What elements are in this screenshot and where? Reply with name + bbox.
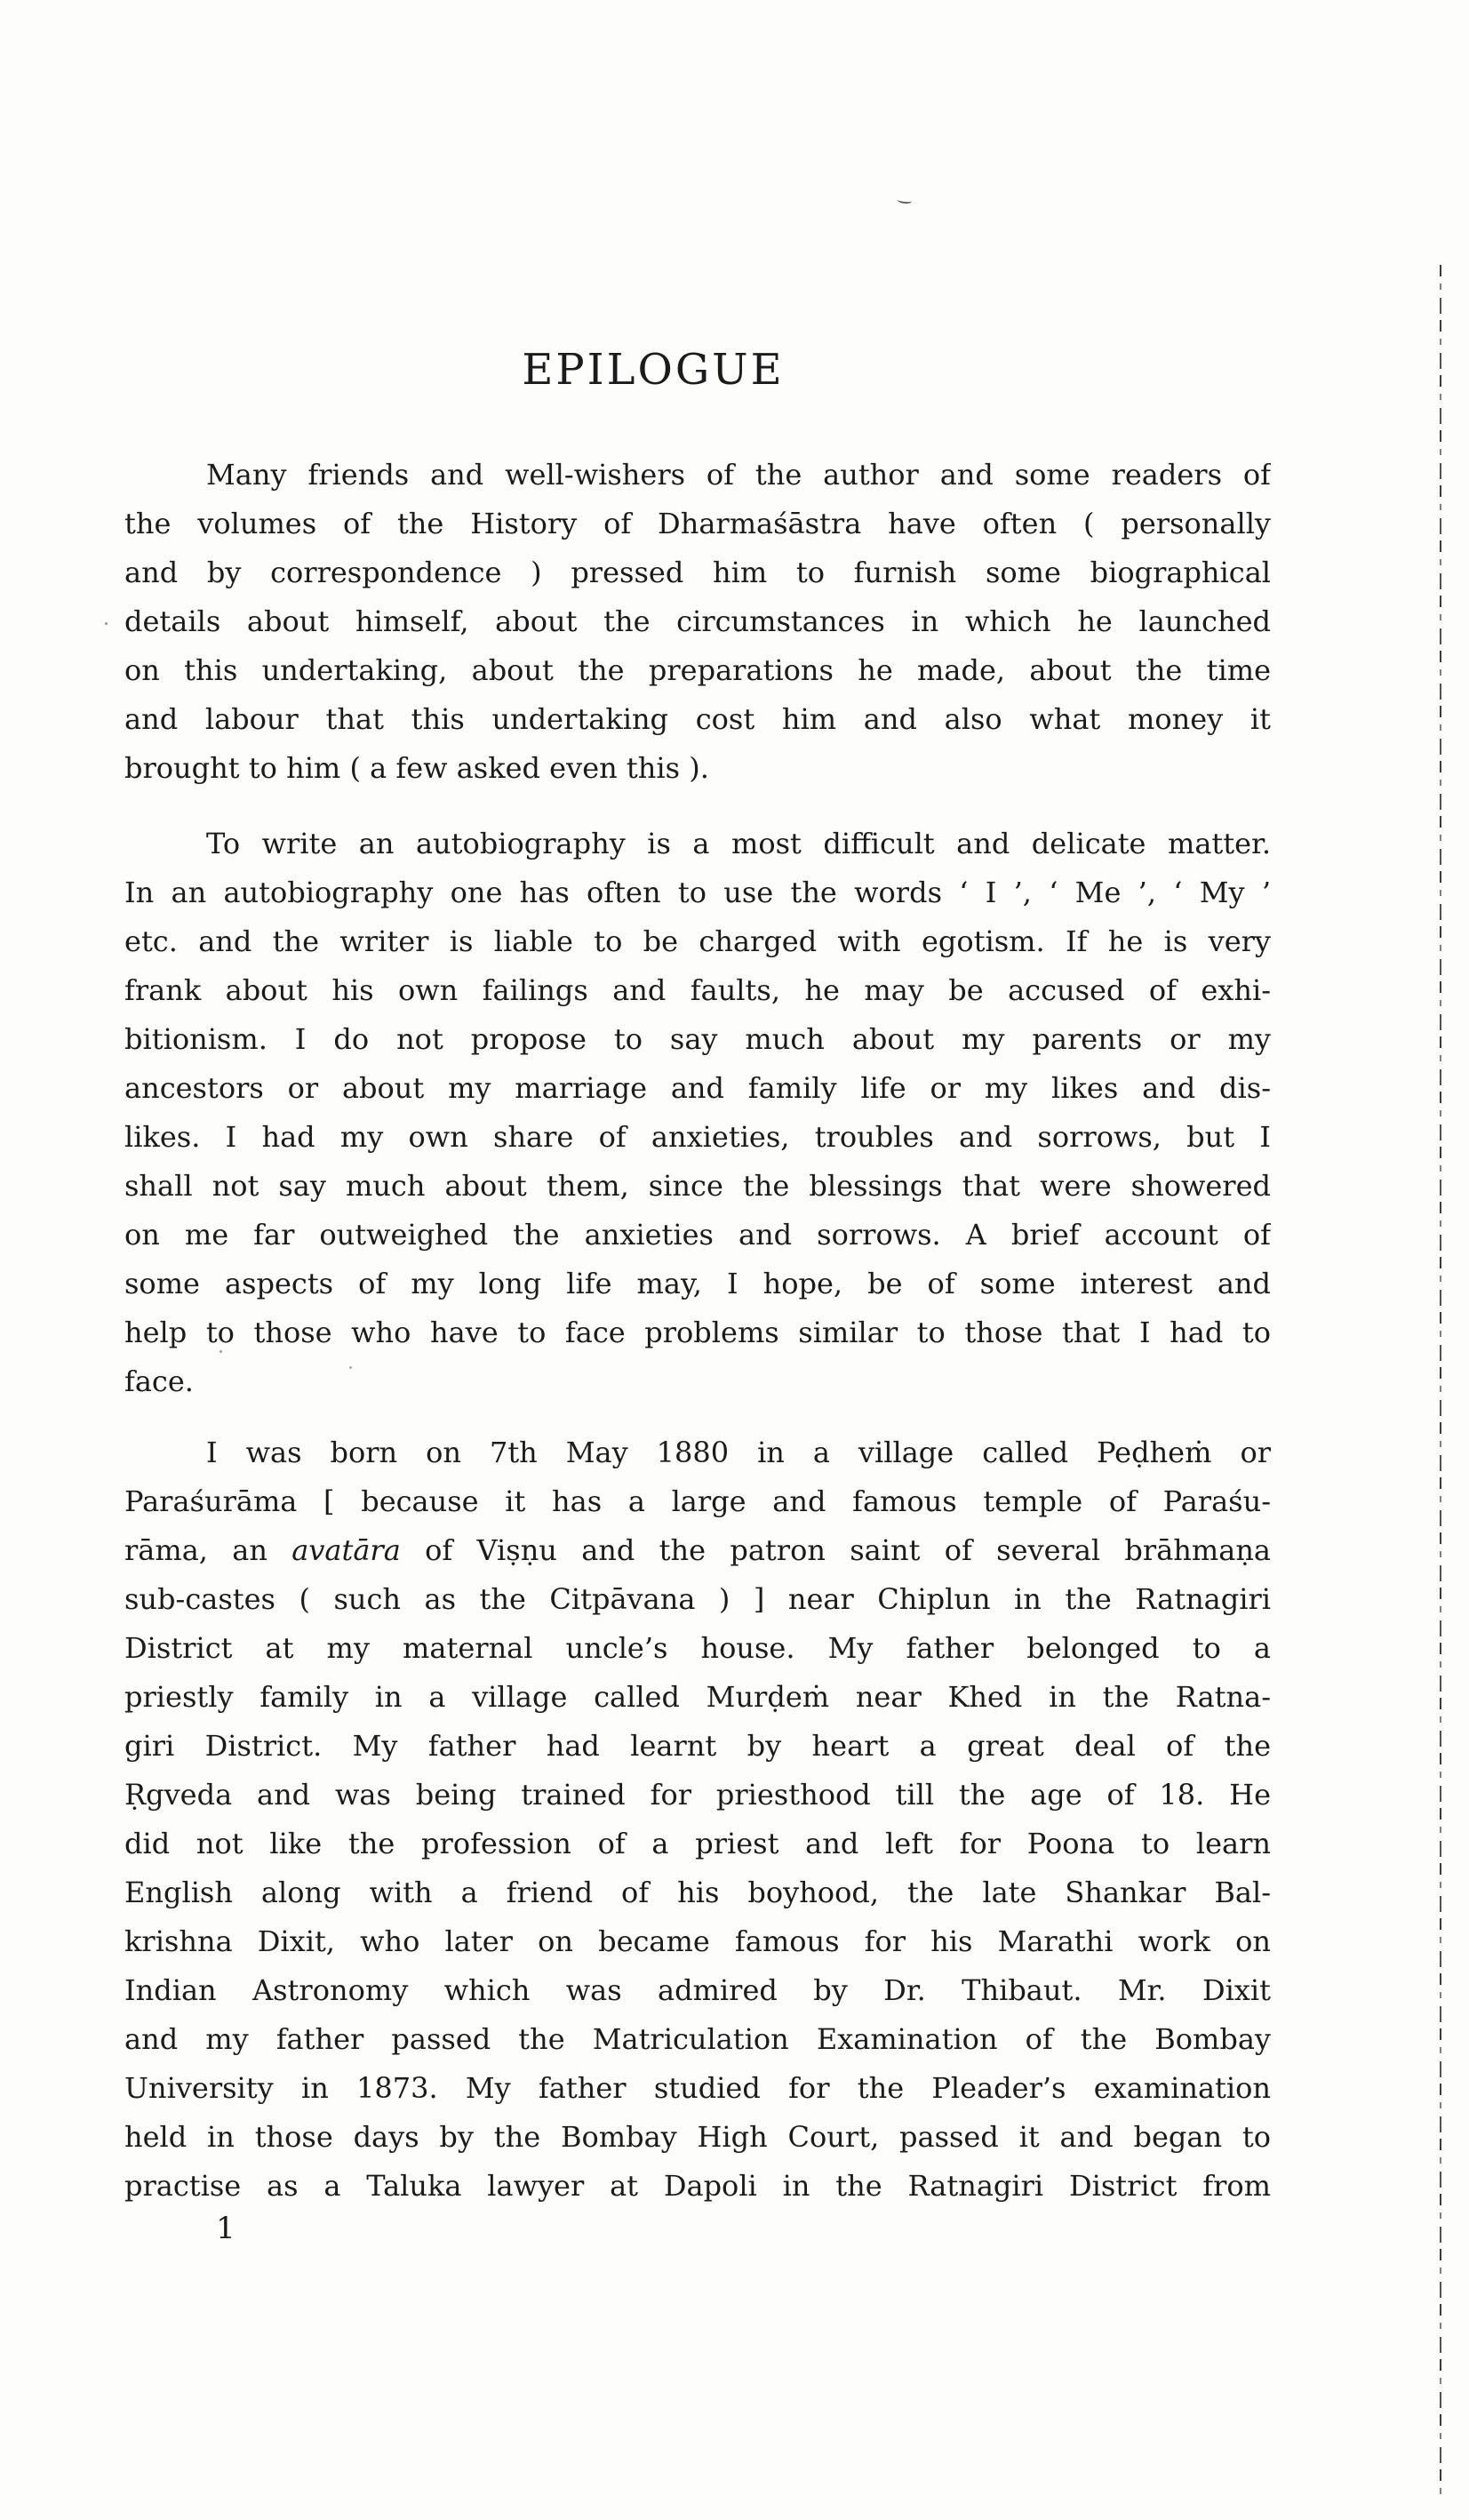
scan-artifact-squiggle xyxy=(898,196,913,204)
text-line: practise as a Taluka lawyer at Dapoli in the Ratnagiri District from xyxy=(124,2169,1271,2203)
text-line: ancestors or about my marriage and family life or my likes and dis- xyxy=(124,1071,1271,1105)
text-line: shall not say much about them, since the blessings that were showered xyxy=(124,1169,1271,1203)
text-line: frank about his own failings and faults, he may be accused of exhi- xyxy=(124,973,1271,1007)
scan-speck xyxy=(105,622,108,625)
text-line: sub-castes ( such as the Citpāvana ) ] near Chiplun in the Ratnagiri xyxy=(124,1582,1271,1616)
text-line: Indian Astronomy which was admired by Dr. Thibaut. Mr. Dixit xyxy=(124,1973,1271,2007)
text-line: likes. I had my own share of anxieties, troubles and sorrows, but I xyxy=(124,1120,1271,1154)
text-line: held in those days by the Bombay High Court, passed it and began to xyxy=(124,2120,1271,2154)
text-line: giri District. My father had learnt by heart a great deal of the xyxy=(124,1729,1271,1763)
text-line: District at my maternal uncle’s house. My father belonged to a xyxy=(124,1631,1271,1665)
text-line: some aspects of my long life may, I hope, be of some interest and xyxy=(124,1267,1271,1300)
text-line xyxy=(124,1526,1271,1575)
scan-speck xyxy=(349,1366,352,1369)
paragraph-3 xyxy=(124,1428,1271,2211)
scan-speck xyxy=(642,1284,644,1286)
scan-speck xyxy=(220,1350,222,1353)
text-line: English along with a friend of his boyhood, the late Shankar Bal- xyxy=(124,1876,1271,1909)
text-line: I was born on 7th May 1880 in a village called Peḍheṁ or xyxy=(206,1436,1271,1469)
text-line: In an autobiography one has often to use the words ‘ I ’, ‘ Me ’, ‘ My ’ xyxy=(124,876,1271,909)
text-line: priestly family in a village called Murḍeṁ near Khed in the Ratna- xyxy=(124,1680,1271,1714)
text-segment: rāma, an xyxy=(124,1533,292,1567)
text-line: University in 1873. My father studied for the Pleader’s examination xyxy=(124,2071,1271,2105)
text-line: did not like the profession of a priest and left for Poona to learn xyxy=(124,1827,1271,1860)
page-number: 1 xyxy=(216,2211,236,2246)
text-line: on me far outweighed the anxieties and sorrows. A brief account of xyxy=(124,1218,1271,1252)
text-line: Ṛgveda and was being trained for priesthood till the age of 18. He xyxy=(124,1778,1271,1812)
text-line: and labour that this undertaking cost him and also what money it xyxy=(124,702,1271,736)
text-line: and by correspondence ) pressed him to furnish some biographical xyxy=(124,556,1271,589)
italic-word: avatāra xyxy=(291,1533,401,1567)
text-line: the volumes of the History of Dharmaśāstra have often ( personally xyxy=(124,507,1271,540)
text-line: To write an autobiography is a most difficult and delicate matter. xyxy=(206,827,1271,860)
text-line: bitionism. I do not propose to say much about my parents or my xyxy=(124,1022,1271,1056)
text-segment: of Viṣṇu and the patron saint of several brāhmaṇa xyxy=(400,1533,1271,1567)
text-line: Paraśurāma [ because it has a large and famous temple of Paraśu- xyxy=(124,1484,1271,1518)
paragraph-2 xyxy=(124,820,1271,1406)
text-line: help to those who have to face problems similar to those that I had to xyxy=(124,1316,1271,1349)
text-line: etc. and the writer is liable to be charged with egotism. If he is very xyxy=(124,924,1271,958)
text-line: face. xyxy=(124,1364,194,1398)
page-body xyxy=(124,451,1271,2211)
text-line: brought to him ( a few asked even this ). xyxy=(124,751,709,785)
text-line: and my father passed the Matriculation Examination of the Bombay xyxy=(124,2022,1271,2056)
text-line: on this undertaking, about the preparations he made, about the time xyxy=(124,653,1271,687)
text-line: krishna Dixit, who later on became famous for his Marathi work on xyxy=(124,1924,1271,1958)
paragraph-1 xyxy=(124,451,1271,793)
text-line: Many friends and well-wishers of the author and some readers of xyxy=(206,458,1271,492)
page-title: EPILOGUE xyxy=(522,345,785,396)
text-line: details about himself, about the circumstances in which he launched xyxy=(124,604,1271,638)
right-edge-scan-line xyxy=(1440,265,1441,2500)
